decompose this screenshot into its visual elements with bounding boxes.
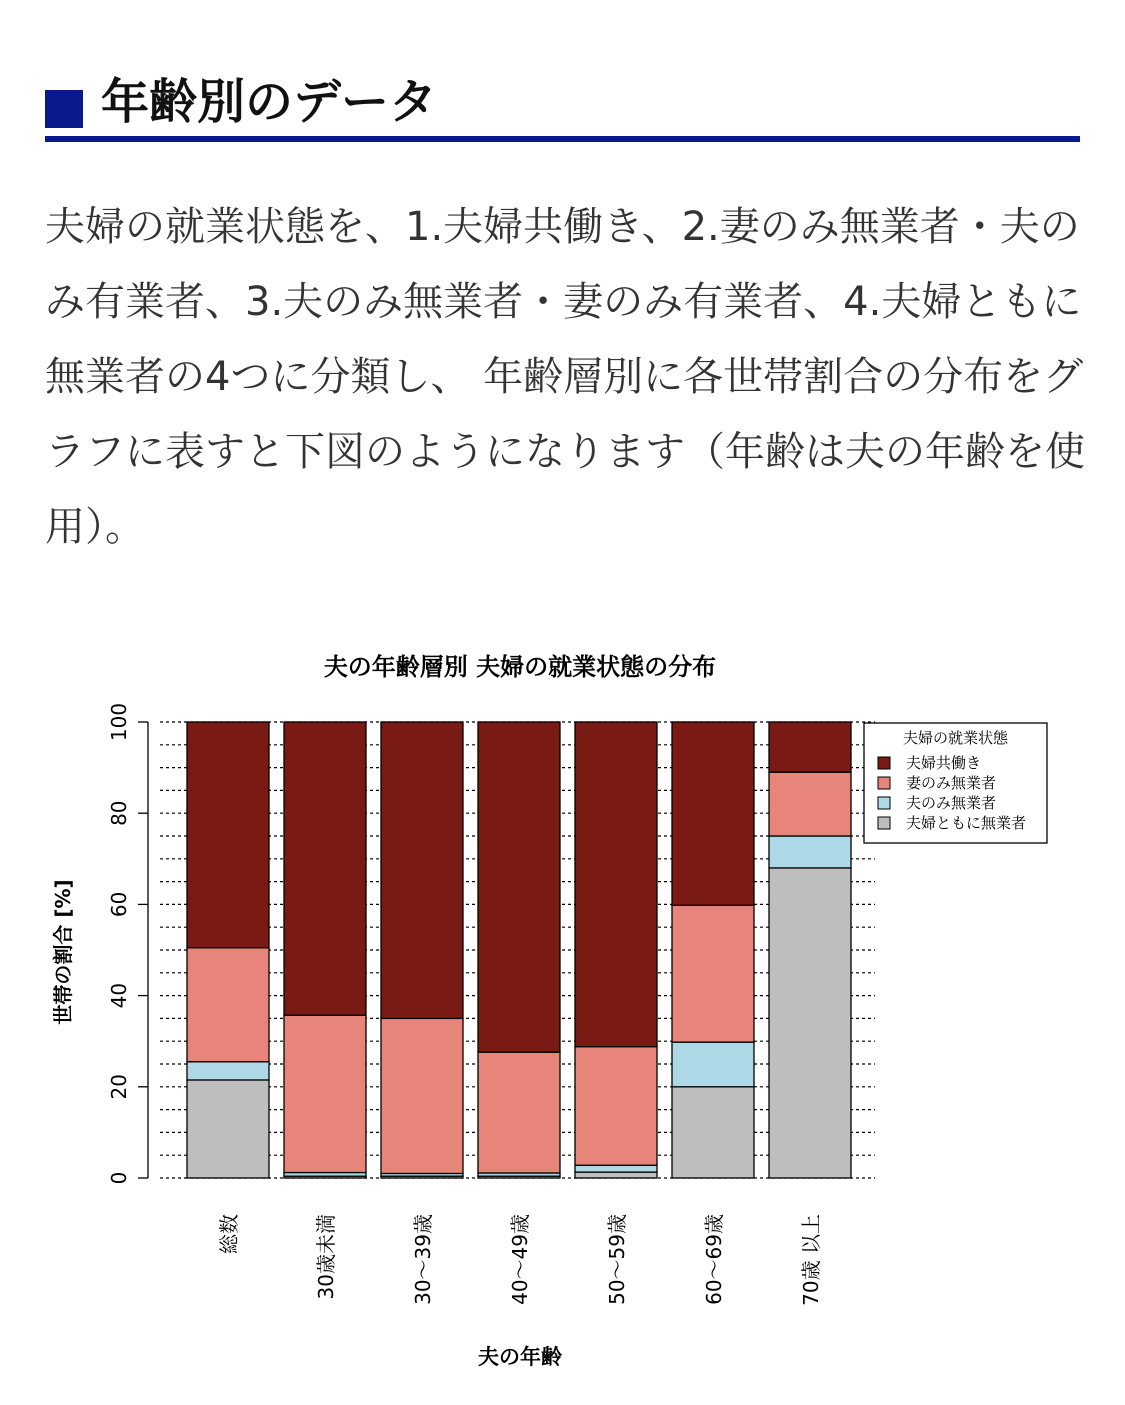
stacked-bar-chart bbox=[0, 600, 1125, 1390]
legend-label: 夫婦ともに無業者 bbox=[906, 814, 1027, 832]
bar-segment bbox=[575, 722, 657, 1047]
bar-segment bbox=[381, 722, 463, 1018]
bar-segment bbox=[575, 1172, 657, 1178]
bar-segment bbox=[381, 1018, 463, 1173]
bar-segment bbox=[672, 1087, 754, 1178]
bar-segment bbox=[672, 722, 754, 905]
bar-segment bbox=[478, 1052, 560, 1173]
bar-segment bbox=[769, 722, 851, 772]
section-title: 年齢別のデータ bbox=[101, 74, 438, 130]
heading-square-icon bbox=[45, 90, 83, 128]
intro-paragraph: 夫婦の就業状態を、1.夫婦共働き、2.妻のみ無業者・夫のみ有業者、3.夫のみ無業者・妻のみ有業者、4.夫婦ともに無業者の4つに分類し、 年齢層別に各世帯割合の分布をグラフに表すと下図のようになります（年齢は夫の年齢を使用）。 bbox=[45, 204, 1085, 550]
bar-segment bbox=[187, 1062, 269, 1080]
x-axis bbox=[217, 1214, 823, 1306]
legend-label: 夫婦共働き bbox=[906, 754, 982, 772]
bar-segment bbox=[769, 772, 851, 836]
x-tick-label: 30歳未満 bbox=[314, 1214, 338, 1300]
legend-swatch bbox=[878, 777, 890, 789]
bar-segment bbox=[769, 836, 851, 868]
legend bbox=[864, 723, 1047, 843]
legend-title: 夫婦の就業状態 bbox=[902, 729, 1009, 747]
x-tick-label: 40～49歳 bbox=[508, 1214, 532, 1305]
y-tick-label: 80 bbox=[107, 800, 131, 826]
x-tick-label: 総数 bbox=[217, 1214, 241, 1254]
legend-swatch bbox=[878, 757, 890, 769]
bar-segment bbox=[575, 1165, 657, 1172]
y-tick-label: 40 bbox=[107, 982, 131, 1009]
bar-segment bbox=[284, 1015, 366, 1172]
bars bbox=[187, 722, 851, 1178]
y-axis-label: 世帯の割合 [%] bbox=[51, 879, 75, 1025]
bar-segment bbox=[187, 1080, 269, 1178]
y-tick-label: 60 bbox=[107, 891, 131, 918]
x-tick-label: 50～59歳 bbox=[605, 1214, 629, 1305]
bar-segment bbox=[478, 722, 560, 1052]
bar-segment bbox=[187, 722, 269, 948]
x-tick-label: 70歳 以上 bbox=[799, 1214, 823, 1306]
legend-label: 夫のみ無業者 bbox=[906, 794, 997, 812]
y-tick-label: 100 bbox=[107, 702, 131, 742]
bar-segment bbox=[672, 905, 754, 1042]
y-tick-label: 20 bbox=[107, 1074, 131, 1100]
legend-swatch bbox=[878, 797, 890, 809]
y-axis bbox=[107, 703, 148, 1184]
section-heading bbox=[45, 68, 1080, 142]
bar-segment bbox=[284, 722, 366, 1015]
chart-title: 夫の年齢層別 夫婦の就業状態の分布 bbox=[323, 653, 717, 681]
x-tick-label: 30～39歳 bbox=[411, 1214, 435, 1305]
bar-segment bbox=[769, 868, 851, 1178]
bar-segment bbox=[575, 1047, 657, 1166]
x-axis-label: 夫の年齢 bbox=[478, 1345, 562, 1369]
y-tick-label: 0 bbox=[107, 1171, 131, 1185]
legend-label: 妻のみ無業者 bbox=[906, 774, 997, 792]
bar-segment bbox=[187, 948, 269, 1062]
x-tick-label: 60～69歳 bbox=[702, 1214, 726, 1305]
bar-segment bbox=[672, 1042, 754, 1087]
legend-swatch bbox=[878, 817, 890, 829]
